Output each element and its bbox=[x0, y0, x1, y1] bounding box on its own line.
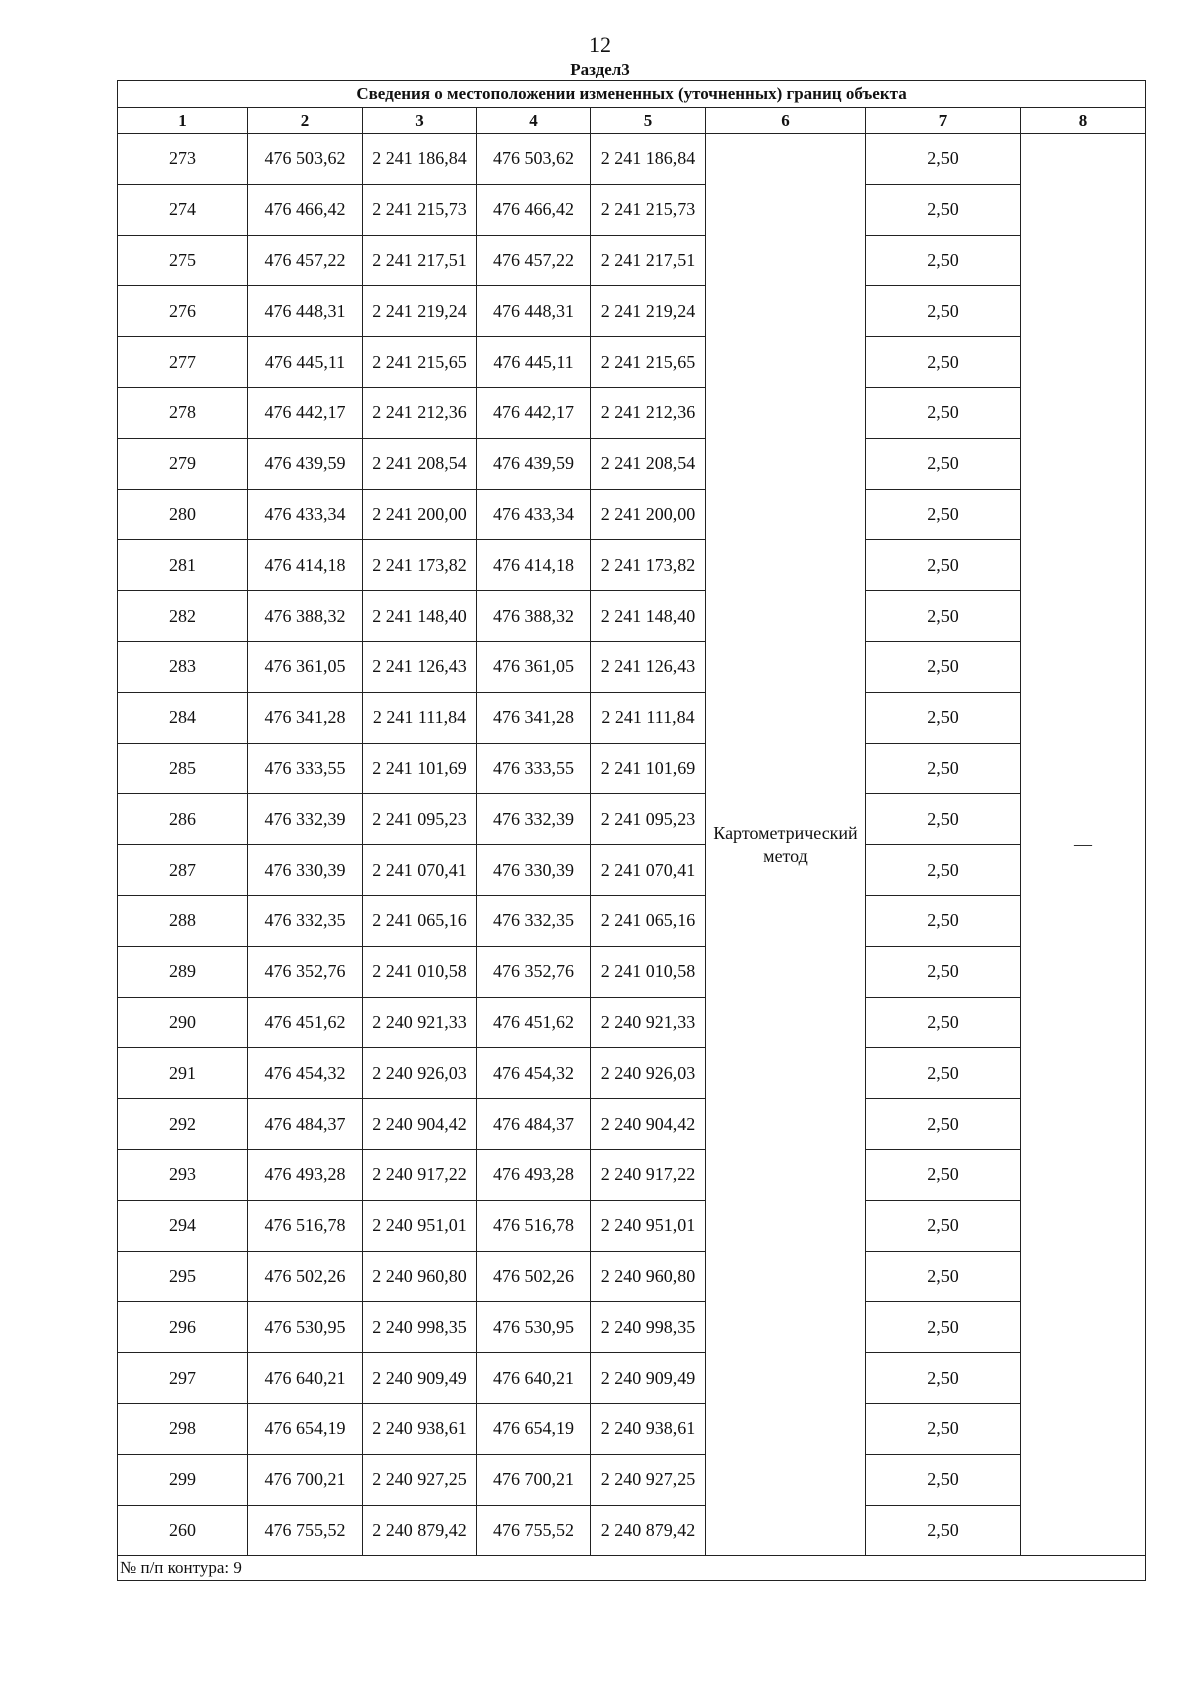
accuracy-value: 2,50 bbox=[866, 1302, 1021, 1353]
point-number: 282 bbox=[118, 591, 248, 642]
y-coordinate: 2 241 111,84 bbox=[363, 692, 477, 743]
accuracy-value: 2,50 bbox=[866, 387, 1021, 438]
method-cell: Картометрический метод bbox=[706, 134, 866, 1556]
y-coordinate: 2 241 217,51 bbox=[363, 235, 477, 286]
point-number: 289 bbox=[118, 946, 248, 997]
accuracy-value: 2,50 bbox=[866, 641, 1021, 692]
x-coordinate: 476 516,78 bbox=[248, 1200, 363, 1251]
point-number: 279 bbox=[118, 438, 248, 489]
accuracy-value: 2,50 bbox=[866, 1505, 1021, 1556]
point-number: 292 bbox=[118, 1099, 248, 1150]
column-number: 2 bbox=[248, 108, 363, 134]
y-coordinate: 2 241 212,36 bbox=[363, 387, 477, 438]
y-coordinate: 2 240 951,01 bbox=[363, 1200, 477, 1251]
point-number: 288 bbox=[118, 895, 248, 946]
x-coordinate-refined: 476 640,21 bbox=[477, 1353, 591, 1404]
x-coordinate: 476 333,55 bbox=[248, 743, 363, 794]
accuracy-value: 2,50 bbox=[866, 184, 1021, 235]
x-coordinate-refined: 476 466,42 bbox=[477, 184, 591, 235]
y-coordinate-refined: 2 241 101,69 bbox=[591, 743, 706, 794]
table-row bbox=[118, 540, 1146, 591]
table-row bbox=[118, 692, 1146, 743]
accuracy-value: 2,50 bbox=[866, 1454, 1021, 1505]
accuracy-value: 2,50 bbox=[866, 1353, 1021, 1404]
accuracy-value: 2,50 bbox=[866, 946, 1021, 997]
x-coordinate: 476 388,32 bbox=[248, 591, 363, 642]
y-coordinate-refined: 2 240 917,22 bbox=[591, 1149, 706, 1200]
y-coordinate-refined: 2 241 200,00 bbox=[591, 489, 706, 540]
table-row bbox=[118, 1200, 1146, 1251]
table-row bbox=[118, 387, 1146, 438]
y-coordinate-refined: 2 240 921,33 bbox=[591, 997, 706, 1048]
x-coordinate-refined: 476 361,05 bbox=[477, 641, 591, 692]
point-number: 281 bbox=[118, 540, 248, 591]
y-coordinate: 2 241 173,82 bbox=[363, 540, 477, 591]
y-coordinate: 2 240 960,80 bbox=[363, 1251, 477, 1302]
point-number: 275 bbox=[118, 235, 248, 286]
x-coordinate-refined: 476 448,31 bbox=[477, 286, 591, 337]
y-coordinate-refined: 2 241 070,41 bbox=[591, 845, 706, 896]
table-row bbox=[118, 286, 1146, 337]
y-coordinate: 2 240 921,33 bbox=[363, 997, 477, 1048]
accuracy-value: 2,50 bbox=[866, 895, 1021, 946]
y-coordinate-refined: 2 240 960,80 bbox=[591, 1251, 706, 1302]
x-coordinate-refined: 476 530,95 bbox=[477, 1302, 591, 1353]
accuracy-value: 2,50 bbox=[866, 591, 1021, 642]
x-coordinate: 476 439,59 bbox=[248, 438, 363, 489]
y-coordinate-refined: 2 241 215,65 bbox=[591, 337, 706, 388]
x-coordinate-refined: 476 414,18 bbox=[477, 540, 591, 591]
y-coordinate: 2 241 070,41 bbox=[363, 845, 477, 896]
accuracy-value: 2,50 bbox=[866, 1200, 1021, 1251]
y-coordinate: 2 241 200,00 bbox=[363, 489, 477, 540]
accuracy-value: 2,50 bbox=[866, 1251, 1021, 1302]
y-coordinate-refined: 2 241 173,82 bbox=[591, 540, 706, 591]
accuracy-value: 2,50 bbox=[866, 438, 1021, 489]
point-number: 283 bbox=[118, 641, 248, 692]
y-coordinate-refined: 2 241 010,58 bbox=[591, 946, 706, 997]
x-coordinate-refined: 476 654,19 bbox=[477, 1403, 591, 1454]
accuracy-value: 2,50 bbox=[866, 743, 1021, 794]
y-coordinate-refined: 2 241 126,43 bbox=[591, 641, 706, 692]
x-coordinate-refined: 476 755,52 bbox=[477, 1505, 591, 1556]
x-coordinate-refined: 476 502,26 bbox=[477, 1251, 591, 1302]
x-coordinate: 476 361,05 bbox=[248, 641, 363, 692]
table-caption: Сведения о местоположении измененных (уточненных) границ объекта bbox=[118, 81, 1146, 108]
x-coordinate-refined: 476 454,32 bbox=[477, 1048, 591, 1099]
contour-number: № п/п контура: 9 bbox=[118, 1556, 1146, 1581]
x-coordinate: 476 484,37 bbox=[248, 1099, 363, 1150]
x-coordinate: 476 448,31 bbox=[248, 286, 363, 337]
table-row bbox=[118, 438, 1146, 489]
table-row bbox=[118, 743, 1146, 794]
x-coordinate: 476 503,62 bbox=[248, 134, 363, 185]
accuracy-value: 2,50 bbox=[866, 489, 1021, 540]
y-coordinate-refined: 2 240 904,42 bbox=[591, 1099, 706, 1150]
y-coordinate: 2 240 909,49 bbox=[363, 1353, 477, 1404]
point-number: 276 bbox=[118, 286, 248, 337]
x-coordinate: 476 332,39 bbox=[248, 794, 363, 845]
x-coordinate-refined: 476 388,32 bbox=[477, 591, 591, 642]
x-coordinate: 476 466,42 bbox=[248, 184, 363, 235]
y-coordinate-refined: 2 241 219,24 bbox=[591, 286, 706, 337]
accuracy-value: 2,50 bbox=[866, 1048, 1021, 1099]
point-number: 274 bbox=[118, 184, 248, 235]
accuracy-value: 2,50 bbox=[866, 997, 1021, 1048]
table-row bbox=[118, 1048, 1146, 1099]
x-coordinate: 476 755,52 bbox=[248, 1505, 363, 1556]
x-coordinate-refined: 476 333,55 bbox=[477, 743, 591, 794]
point-number: 296 bbox=[118, 1302, 248, 1353]
x-coordinate: 476 445,11 bbox=[248, 337, 363, 388]
section-title: Раздел3 bbox=[570, 60, 630, 79]
accuracy-value: 2,50 bbox=[866, 1149, 1021, 1200]
y-coordinate: 2 241 126,43 bbox=[363, 641, 477, 692]
y-coordinate-refined: 2 241 212,36 bbox=[591, 387, 706, 438]
y-coordinate: 2 241 095,23 bbox=[363, 794, 477, 845]
accuracy-value: 2,50 bbox=[866, 794, 1021, 845]
x-coordinate-refined: 476 330,39 bbox=[477, 845, 591, 896]
y-coordinate-refined: 2 241 095,23 bbox=[591, 794, 706, 845]
table-row bbox=[118, 1403, 1146, 1454]
x-coordinate: 476 700,21 bbox=[248, 1454, 363, 1505]
y-coordinate: 2 241 186,84 bbox=[363, 134, 477, 185]
point-number: 284 bbox=[118, 692, 248, 743]
point-number: 273 bbox=[118, 134, 248, 185]
x-coordinate: 476 640,21 bbox=[248, 1353, 363, 1404]
point-number: 293 bbox=[118, 1149, 248, 1200]
x-coordinate: 476 433,34 bbox=[248, 489, 363, 540]
x-coordinate-refined: 476 332,35 bbox=[477, 895, 591, 946]
y-coordinate: 2 240 879,42 bbox=[363, 1505, 477, 1556]
column-number: 7 bbox=[866, 108, 1021, 134]
y-coordinate-refined: 2 241 148,40 bbox=[591, 591, 706, 642]
column-number: 3 bbox=[363, 108, 477, 134]
x-coordinate: 476 493,28 bbox=[248, 1149, 363, 1200]
x-coordinate-refined: 476 352,76 bbox=[477, 946, 591, 997]
point-number: 277 bbox=[118, 337, 248, 388]
x-coordinate: 476 530,95 bbox=[248, 1302, 363, 1353]
x-coordinate: 476 442,17 bbox=[248, 387, 363, 438]
x-coordinate: 476 457,22 bbox=[248, 235, 363, 286]
x-coordinate: 476 341,28 bbox=[248, 692, 363, 743]
coordinates-table bbox=[117, 80, 1146, 1581]
y-coordinate-refined: 2 241 217,51 bbox=[591, 235, 706, 286]
accuracy-value: 2,50 bbox=[866, 845, 1021, 896]
y-coordinate-refined: 2 240 879,42 bbox=[591, 1505, 706, 1556]
accuracy-value: 2,50 bbox=[866, 1403, 1021, 1454]
point-number: 286 bbox=[118, 794, 248, 845]
table-row bbox=[118, 845, 1146, 896]
table-row bbox=[118, 489, 1146, 540]
x-coordinate-refined: 476 484,37 bbox=[477, 1099, 591, 1150]
table-row bbox=[118, 1505, 1146, 1556]
x-coordinate-refined: 476 332,39 bbox=[477, 794, 591, 845]
y-coordinate-refined: 2 240 926,03 bbox=[591, 1048, 706, 1099]
table-row bbox=[118, 591, 1146, 642]
y-coordinate-refined: 2 240 998,35 bbox=[591, 1302, 706, 1353]
table-row bbox=[118, 235, 1146, 286]
table-row bbox=[118, 895, 1146, 946]
point-number: 287 bbox=[118, 845, 248, 896]
y-coordinate-refined: 2 241 208,54 bbox=[591, 438, 706, 489]
table-row bbox=[118, 134, 1146, 185]
table-row bbox=[118, 794, 1146, 845]
y-coordinate: 2 240 927,25 bbox=[363, 1454, 477, 1505]
y-coordinate: 2 241 148,40 bbox=[363, 591, 477, 642]
y-coordinate: 2 240 917,22 bbox=[363, 1149, 477, 1200]
y-coordinate-refined: 2 241 065,16 bbox=[591, 895, 706, 946]
column-number: 6 bbox=[706, 108, 866, 134]
y-coordinate-refined: 2 240 951,01 bbox=[591, 1200, 706, 1251]
column-number: 5 bbox=[591, 108, 706, 134]
y-coordinate: 2 241 219,24 bbox=[363, 286, 477, 337]
x-coordinate: 476 332,35 bbox=[248, 895, 363, 946]
x-coordinate-refined: 476 503,62 bbox=[477, 134, 591, 185]
x-coordinate-refined: 476 439,59 bbox=[477, 438, 591, 489]
accuracy-value: 2,50 bbox=[866, 692, 1021, 743]
table-body bbox=[118, 134, 1146, 1556]
x-coordinate-refined: 476 442,17 bbox=[477, 387, 591, 438]
table-row bbox=[118, 946, 1146, 997]
accuracy-value: 2,50 bbox=[866, 540, 1021, 591]
page-number: 12 bbox=[589, 32, 611, 57]
column-number: 1 bbox=[118, 108, 248, 134]
x-coordinate-refined: 476 445,11 bbox=[477, 337, 591, 388]
y-coordinate-refined: 2 240 927,25 bbox=[591, 1454, 706, 1505]
column-number: 4 bbox=[477, 108, 591, 134]
point-number: 260 bbox=[118, 1505, 248, 1556]
table-row bbox=[118, 1149, 1146, 1200]
point-number: 299 bbox=[118, 1454, 248, 1505]
y-coordinate-refined: 2 241 111,84 bbox=[591, 692, 706, 743]
point-number: 278 bbox=[118, 387, 248, 438]
y-coordinate-refined: 2 241 186,84 bbox=[591, 134, 706, 185]
point-number: 280 bbox=[118, 489, 248, 540]
table-row bbox=[118, 1302, 1146, 1353]
y-coordinate: 2 240 998,35 bbox=[363, 1302, 477, 1353]
table-row bbox=[118, 1251, 1146, 1302]
y-coordinate-refined: 2 240 938,61 bbox=[591, 1403, 706, 1454]
table-row bbox=[118, 1353, 1146, 1404]
y-coordinate: 2 240 904,42 bbox=[363, 1099, 477, 1150]
table-row bbox=[118, 641, 1146, 692]
table-row bbox=[118, 337, 1146, 388]
x-coordinate: 476 352,76 bbox=[248, 946, 363, 997]
x-coordinate: 476 330,39 bbox=[248, 845, 363, 896]
x-coordinate: 476 451,62 bbox=[248, 997, 363, 1048]
x-coordinate-refined: 476 457,22 bbox=[477, 235, 591, 286]
column-number: 8 bbox=[1021, 108, 1146, 134]
point-number: 295 bbox=[118, 1251, 248, 1302]
table-row bbox=[118, 184, 1146, 235]
x-coordinate-refined: 476 451,62 bbox=[477, 997, 591, 1048]
point-number: 291 bbox=[118, 1048, 248, 1099]
x-coordinate-refined: 476 516,78 bbox=[477, 1200, 591, 1251]
y-coordinate: 2 240 938,61 bbox=[363, 1403, 477, 1454]
x-coordinate-refined: 476 433,34 bbox=[477, 489, 591, 540]
table-row bbox=[118, 997, 1146, 1048]
accuracy-value: 2,50 bbox=[866, 286, 1021, 337]
y-coordinate: 2 240 926,03 bbox=[363, 1048, 477, 1099]
x-coordinate-refined: 476 700,21 bbox=[477, 1454, 591, 1505]
point-number: 290 bbox=[118, 997, 248, 1048]
accuracy-value: 2,50 bbox=[866, 134, 1021, 185]
accuracy-value: 2,50 bbox=[866, 1099, 1021, 1150]
point-number: 297 bbox=[118, 1353, 248, 1404]
x-coordinate: 476 502,26 bbox=[248, 1251, 363, 1302]
x-coordinate: 476 454,32 bbox=[248, 1048, 363, 1099]
accuracy-value: 2,50 bbox=[866, 337, 1021, 388]
y-coordinate-refined: 2 240 909,49 bbox=[591, 1353, 706, 1404]
accuracy-value: 2,50 bbox=[866, 235, 1021, 286]
y-coordinate: 2 241 101,69 bbox=[363, 743, 477, 794]
x-coordinate-refined: 476 493,28 bbox=[477, 1149, 591, 1200]
x-coordinate-refined: 476 341,28 bbox=[477, 692, 591, 743]
x-coordinate: 476 654,19 bbox=[248, 1403, 363, 1454]
x-coordinate: 476 414,18 bbox=[248, 540, 363, 591]
point-number: 294 bbox=[118, 1200, 248, 1251]
note-cell: — bbox=[1021, 134, 1146, 1556]
y-coordinate: 2 241 215,73 bbox=[363, 184, 477, 235]
y-coordinate: 2 241 208,54 bbox=[363, 438, 477, 489]
y-coordinate: 2 241 065,16 bbox=[363, 895, 477, 946]
y-coordinate: 2 241 010,58 bbox=[363, 946, 477, 997]
table-row bbox=[118, 1099, 1146, 1150]
table-row bbox=[118, 1454, 1146, 1505]
y-coordinate-refined: 2 241 215,73 bbox=[591, 184, 706, 235]
point-number: 298 bbox=[118, 1403, 248, 1454]
point-number: 285 bbox=[118, 743, 248, 794]
y-coordinate: 2 241 215,65 bbox=[363, 337, 477, 388]
